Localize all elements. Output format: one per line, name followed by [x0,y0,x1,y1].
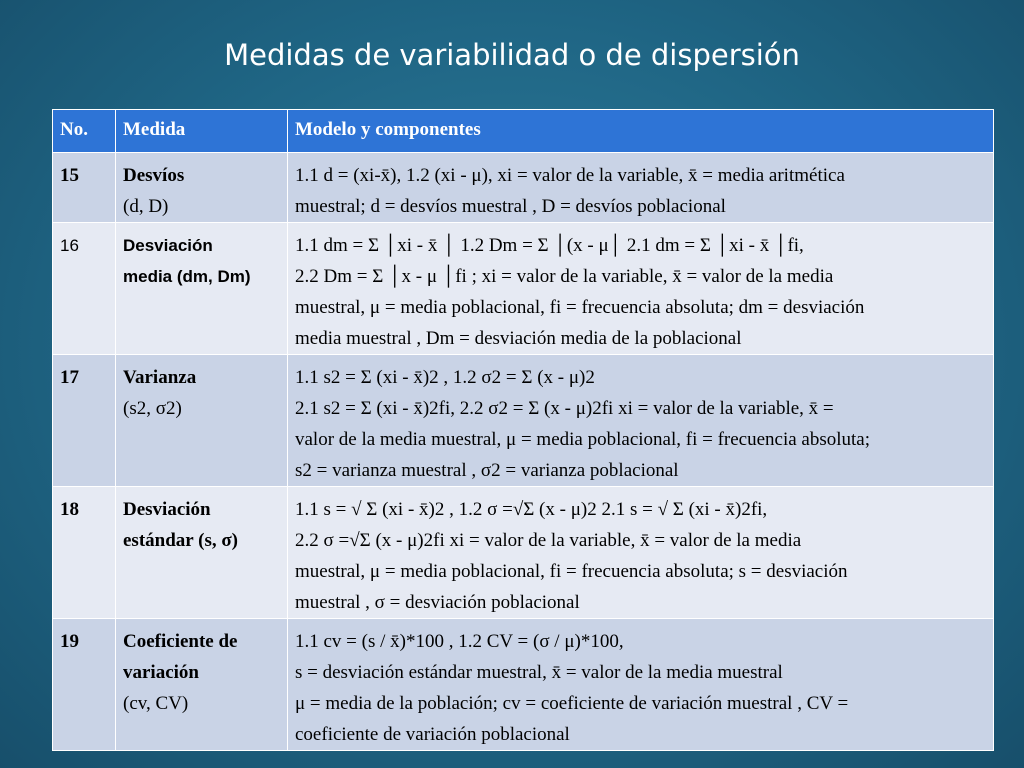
header-medida: Medida [116,110,288,153]
model-line: muestral, μ = media poblacional, fi = frecuencia absoluta; s = desviación [295,561,848,582]
measure-name-continued: media (dm, Dm) [123,267,251,286]
row-number: 18 [53,487,116,619]
model-line: muestral , σ = desviación poblacional [295,592,580,613]
model-line: 1.1 s2 = Σ (xi - x̄)2 , 1.2 σ2 = Σ (x - μ)2 [295,367,595,388]
measure-cell [116,223,288,355]
model-cell [288,153,994,223]
measure-symbols: (cv, CV) [123,693,189,714]
row-number: 16 [53,223,116,355]
model-line: 2.2 Dm = Σ │x - μ │fi ; xi = valor de la variable, x̄ = valor de la media [295,266,834,287]
model-line: 1.1 d = (xi-x̄), 1.2 (xi - μ), xi = valor de la variable, x̄ = media aritmética [295,165,845,186]
model-line: 1.1 dm = Σ │xi - x̄ │ 1.2 Dm = Σ │(x - μ│ 2.1 dm = Σ │xi - x̄ │fi, [295,235,804,256]
model-cell [288,619,994,751]
model-line: media muestral , Dm = desviación media de la poblacional [295,328,742,349]
measure-name: Varianza [123,367,197,388]
measure-name: Desviación [123,236,213,255]
measure-cell [116,355,288,487]
model-line: s2 = varianza muestral , σ2 = varianza poblacional [295,460,679,481]
measure-cell [116,619,288,751]
model-cell [288,223,994,355]
model-line: coeficiente de variación poblacional [295,724,570,745]
table-header-row [53,110,994,153]
model-line: 2.1 s2 = Σ (xi - x̄)2fi, 2.2 σ2 = Σ (x - μ)2fi xi = valor de la variable, x̄ = [295,398,834,419]
model-line: s = desviación estándar muestral, x̄ = valor de la media muestral [295,662,783,683]
measure-symbols: (d, D) [123,196,169,217]
measures-table [52,109,994,751]
measure-name: Desviación [123,499,211,520]
row-number: 19 [53,619,116,751]
measure-symbols: (s2, σ2) [123,398,182,419]
model-line: 1.1 cv = (s / x̄)*100 , 1.2 CV = (σ / μ)*100, [295,631,624,652]
model-line: 1.1 s = √ Σ (xi - x̄)2 , 1.2 σ =√Σ (x - μ)2 2.1 s = √ Σ (xi - x̄)2fi, [295,499,768,520]
measure-name: Desvíos [123,165,185,186]
table-row [53,619,994,751]
table-row [53,223,994,355]
model-cell [288,487,994,619]
measure-cell [116,487,288,619]
measure-name: Coeficiente de [123,631,238,652]
measure-cell [116,153,288,223]
row-number: 17 [53,355,116,487]
model-line: muestral, μ = media poblacional, fi = frecuencia absoluta; dm = desviación [295,297,865,318]
model-line: μ = media de la población; cv = coeficiente de variación muestral , CV = [295,693,849,714]
model-line: valor de la media muestral, μ = media poblacional, fi = frecuencia absoluta; [295,429,871,450]
row-number: 15 [53,153,116,223]
table-row [53,153,994,223]
header-modelo: Modelo y componentes [288,110,994,153]
measure-name-continued: estándar (s, σ) [123,530,239,551]
model-line: muestral; d = desvíos muestral , D = desvíos poblacional [295,196,726,217]
measure-name-continued: variación [123,662,199,683]
model-line: 2.2 σ =√Σ (x - μ)2fi xi = valor de la variable, x̄ = valor de la media [295,530,802,551]
slide-title: Medidas de variabilidad o de dispersión [224,38,800,72]
header-no: No. [53,110,116,153]
model-cell [288,355,994,487]
table-row [53,487,994,619]
table-row [53,355,994,487]
